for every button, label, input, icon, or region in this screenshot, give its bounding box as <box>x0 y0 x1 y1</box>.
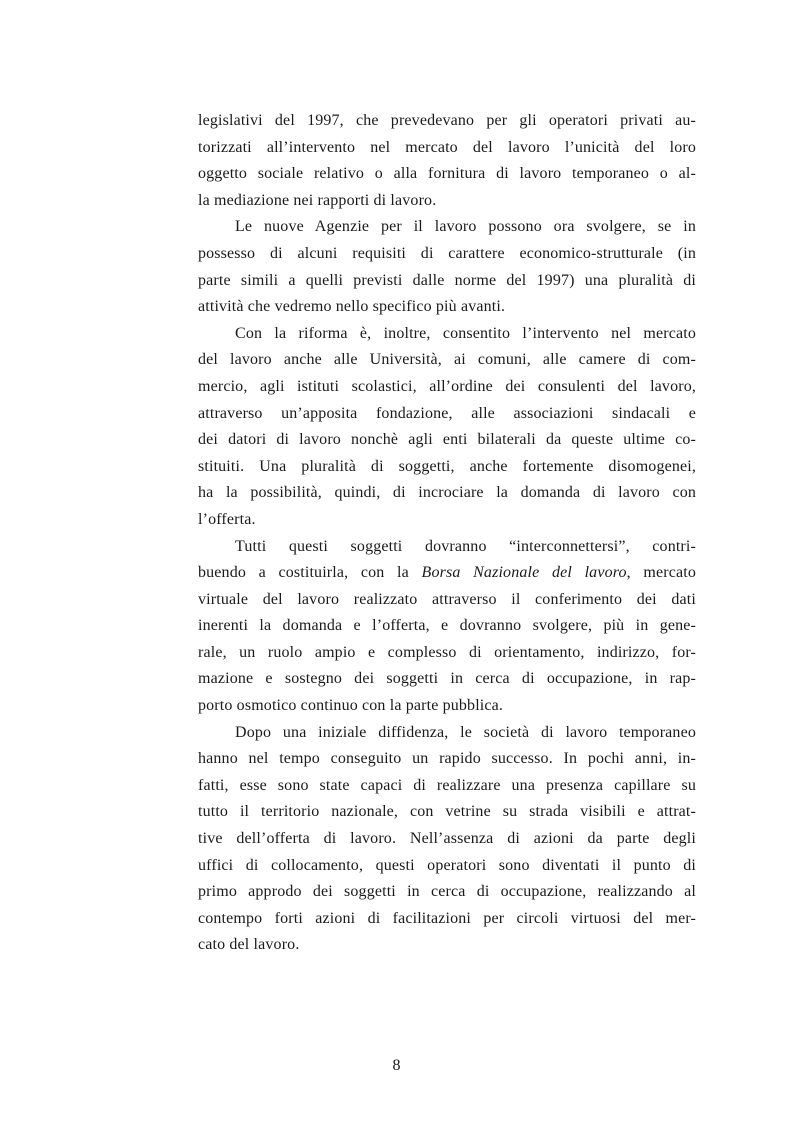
text-line: hanno nel tempo conseguito un rapido successo. In pochi anni, in- <box>198 750 696 768</box>
body-text <box>198 108 696 959</box>
text-line <box>198 560 696 587</box>
text-line: porto osmotico continuo con la parte pubblica. <box>198 697 504 715</box>
page-number: 8 <box>392 1057 401 1074</box>
text-line: ha la possibilità, quindi, di incrociare la domanda di lavoro con <box>198 484 696 502</box>
text-line: contempo forti azioni di facilitazioni per circoli virtuosi del mer- <box>198 909 696 927</box>
text-segment: buendo a costituirla, con la <box>198 564 422 582</box>
text-line: dei datori di lavoro nonchè agli enti bilaterali da queste ultime co- <box>198 431 696 449</box>
text-line: attività che vedremo nello specifico più avanti. <box>198 298 506 316</box>
text-line: uffici di collocamento, questi operatori sono diventati il punto di <box>198 856 696 874</box>
text-line: l’offerta. <box>198 510 256 528</box>
text-line: Con la riforma è, inoltre, consentito l’intervento nel mercato <box>235 324 696 342</box>
text-line: inerenti la domanda e l’offerta, e dovranno svolgere, più in gene- <box>198 617 696 635</box>
text-line: stituiti. Una pluralità di soggetti, anche fortemente disomogenei, <box>198 457 696 475</box>
text-line: tutto il territorio nazionale, con vetrine su strada visibili e attrat- <box>198 803 696 821</box>
paragraph <box>198 108 696 214</box>
text-line: primo approdo dei soggetti in cerca di occupazione, realizzando al <box>198 883 696 901</box>
text-line: Tutti questi soggetti dovranno “interconnettersi”, contri- <box>235 537 696 555</box>
text-line: tive dell’offerta di lavoro. Nell’assenza di azioni da parte degli <box>198 830 696 848</box>
text-line: cato del lavoro. <box>198 936 300 954</box>
text-line: possesso di alcuni requisiti di carattere economico-strutturale (in <box>198 244 696 262</box>
text-line: Dopo una iniziale diffidenza, le società di lavoro temporaneo <box>235 723 696 741</box>
text-line: mercio, agli istituti scolastici, all’ordine dei consulenti del lavoro, <box>198 377 696 395</box>
paragraph <box>198 534 696 720</box>
text-line: legislativi del 1997, che prevedevano per gli operatori privati au- <box>198 112 696 129</box>
paragraph <box>198 321 696 534</box>
text-line: oggetto sociale relativo o alla fornitura di lavoro temporaneo o al- <box>198 165 696 183</box>
text-line: virtuale del lavoro realizzato attraverso il conferimento dei dati <box>198 590 696 608</box>
paragraph <box>198 214 696 320</box>
text-line: torizzati all’intervento nel mercato del lavoro l’unicità del loro <box>198 138 696 156</box>
text-line: fatti, esse sono state capaci di realizzare una presenza capillare su <box>198 776 696 794</box>
text-line: la mediazione nei rapporti di lavoro. <box>198 191 437 209</box>
text-line: parte simili a quelli previsti dalle norme del 1997) una pluralità di <box>198 271 696 289</box>
text-line: mazione e sostegno dei soggetti in cerca di occupazione, in rap- <box>198 670 696 688</box>
text-line: rale, un ruolo ampio e complesso di orientamento, indirizzo, for- <box>198 643 696 661</box>
text-line: del lavoro anche alle Università, ai comuni, alle camere di com- <box>198 351 696 369</box>
text-line: Le nuove Agenzie per il lavoro possono ora svolgere, se in <box>235 218 696 236</box>
text-segment: , mercato <box>626 564 696 582</box>
paragraph <box>198 720 696 959</box>
text-line: attraverso un’apposita fondazione, alle associazioni sindacali e <box>198 404 696 422</box>
italic-title: Borsa Nazionale del lavoro <box>421 564 627 582</box>
